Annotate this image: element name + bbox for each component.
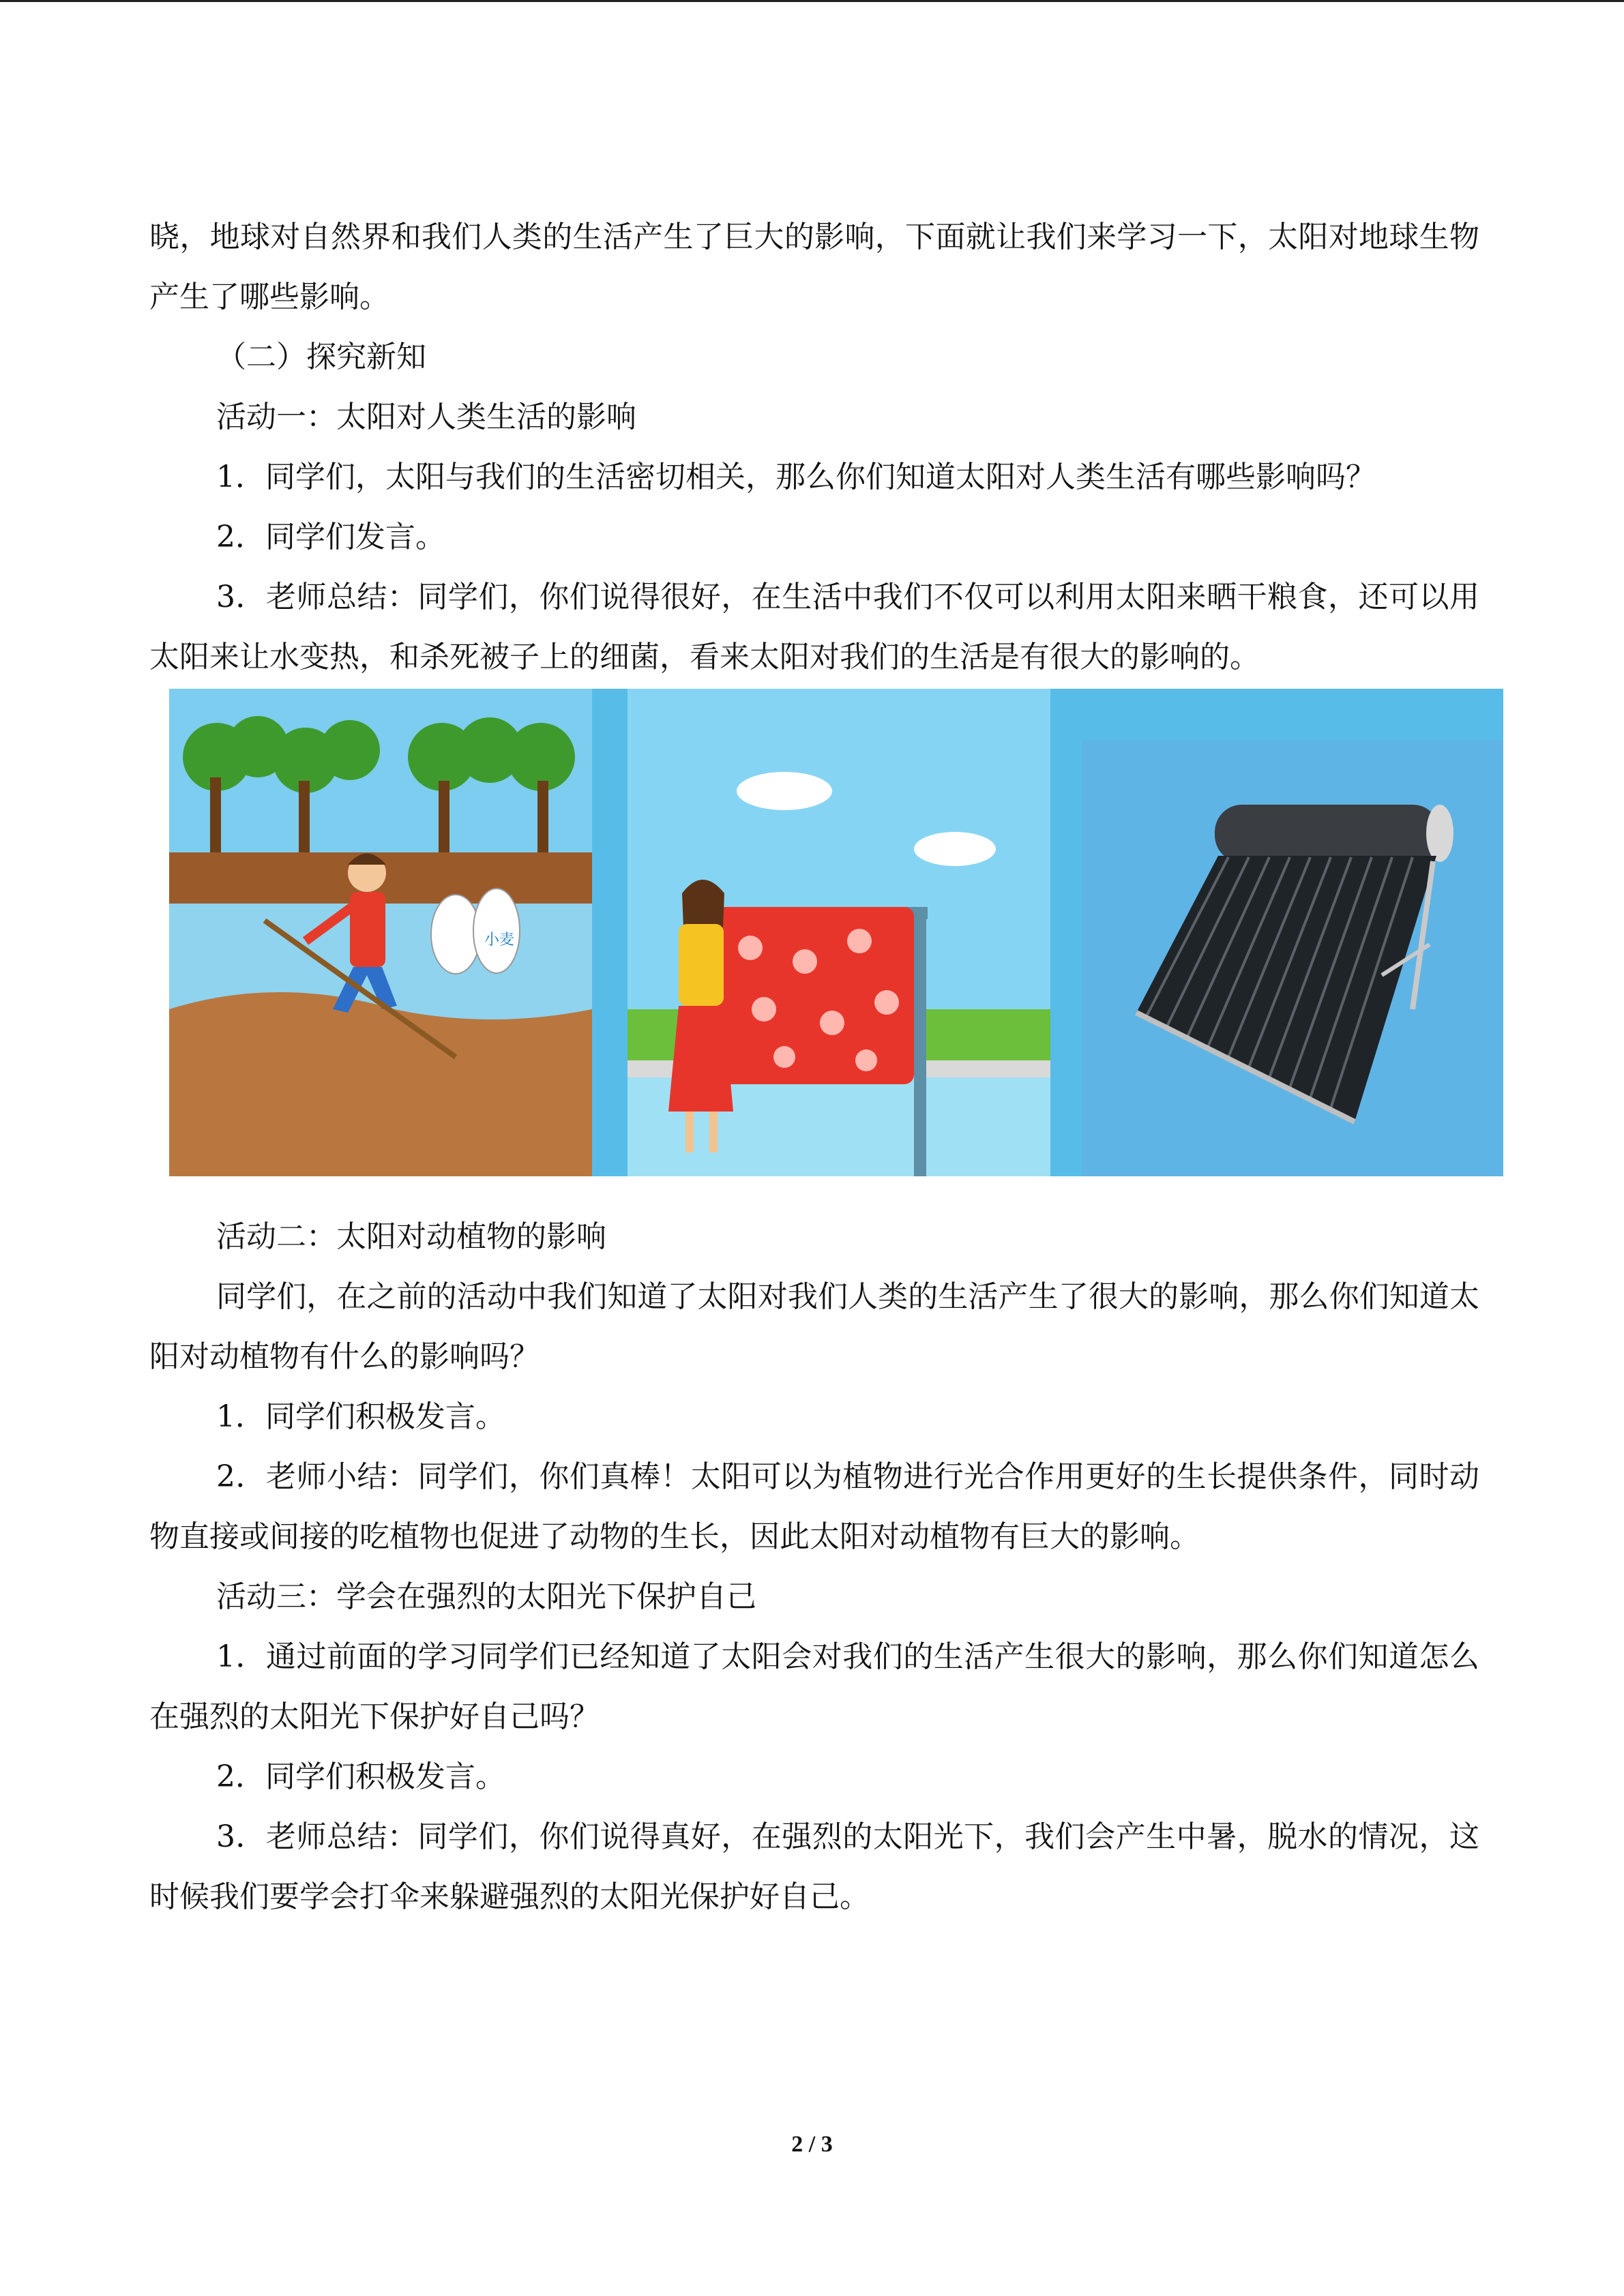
activity-one-item-2: 2．同学们发言。 bbox=[216, 520, 445, 554]
paragraph-intro: 晓，地球对自然界和我们人类的生活产生了巨大的影响，下面就让我们来学习一下，太阳对地球生物产生了哪些影响。 bbox=[149, 220, 1479, 314]
page-text-bottom bbox=[149, 1207, 1479, 1927]
section-heading-explore: （二）探究新知 bbox=[216, 340, 426, 374]
activity-three-heading: 活动三：学会在强烈的太阳光下保护自己 bbox=[216, 1579, 756, 1614]
activity-two-intro: 同学们，在之前的活动中我们知道了太阳对我们人类的生活产生了很大的影响，那么你们知道太阳对动植物有什么的影响吗？ bbox=[149, 1279, 1479, 1374]
sun-uses-illustration bbox=[169, 689, 1503, 1176]
page-number: 2 / 3 bbox=[791, 2132, 833, 2157]
activity-one-item-1: 1．同学们，太阳与我们的生活密切相关，那么你们知道太阳对人类生活有哪些影响吗？ bbox=[216, 460, 1376, 494]
drying-grain-picture bbox=[169, 689, 592, 1176]
activity-three-item-2: 2．同学们积极发言。 bbox=[216, 1759, 505, 1794]
activity-three-item-3: 3．老师总结：同学们，你们说得真好，在强烈的太阳光下，我们会产生中暑，脱水的情况，这时候我们要学会打伞来躲避强烈的太阳光保护好自己。 bbox=[149, 1819, 1479, 1914]
activity-two-item-1: 1．同学们积极发言。 bbox=[216, 1399, 505, 1434]
airing-quilt-picture bbox=[628, 689, 1050, 1176]
activity-three-item-1: 1．通过前面的学习同学们已经知道了太阳会对我们的生活产生很大的影响，那么你们知道怎么在强烈的太阳光下保护好自己吗？ bbox=[149, 1639, 1479, 1734]
solar-water-heater-picture bbox=[1082, 740, 1503, 1176]
activity-two-item-2: 2．老师小结：同学们，你们真棒！太阳可以为植物进行光合作用更好的生长提供条件，同时动物直接或间接的吃植物也促进了动物的生长，因此太阳对动植物有巨大的影响。 bbox=[149, 1459, 1479, 1554]
page-text-top bbox=[149, 207, 1479, 687]
activity-one-item-3: 3．老师总结：同学们，你们说得很好，在生活中我们不仅可以利用太阳来晒干粮食，还可以用太阳来让水变热，和杀死被子上的细菌，看来太阳对我们的生活是有很大的影响的。 bbox=[149, 580, 1479, 674]
top-border-line bbox=[0, 0, 1624, 2]
grain-sack-label: 小麦 bbox=[484, 931, 515, 949]
activity-one-heading: 活动一：太阳对人类生活的影响 bbox=[216, 400, 636, 434]
activity-two-heading: 活动二：太阳对动植物的影响 bbox=[216, 1219, 606, 1254]
